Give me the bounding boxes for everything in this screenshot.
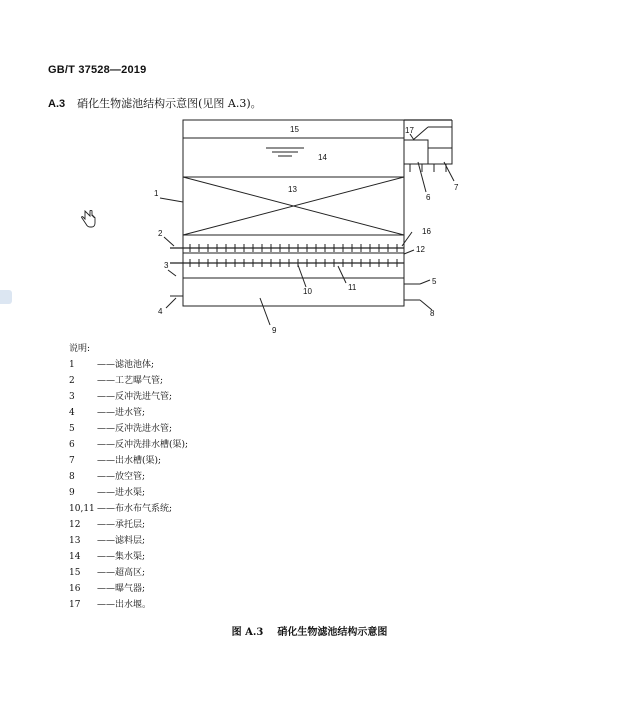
legend-title: 说明: <box>69 344 91 354</box>
legend-text: 集水渠; <box>115 552 146 562</box>
legend-text: 反冲洗排水槽(渠); <box>115 440 189 450</box>
legend-key: 2 <box>69 376 75 386</box>
legend-key: 12 <box>69 520 81 530</box>
legend-dash: —— <box>97 440 115 450</box>
legend-key: 13 <box>69 536 81 546</box>
callout-4: 4 <box>158 307 163 316</box>
caption-number: 图 A.3 <box>231 627 264 638</box>
outlet-weir <box>413 127 428 140</box>
legend-dash: —— <box>97 600 115 610</box>
callout-16: 16 <box>422 227 431 236</box>
callout-12: 12 <box>416 245 425 254</box>
legend-text: 反冲洗进水管; <box>115 424 173 434</box>
legend-dash: —— <box>97 488 115 498</box>
legend-text: 工艺曝气管; <box>115 376 164 386</box>
legend-text: 滤料层; <box>115 536 146 546</box>
legend-dash: —— <box>97 552 115 562</box>
hand-cursor-icon <box>80 210 96 228</box>
legend-dash: —— <box>97 392 115 402</box>
callout-17: 17 <box>405 126 414 135</box>
legend-text: 进水管; <box>115 408 146 418</box>
legend-dash: —— <box>97 584 115 594</box>
legend-text: 承托层; <box>115 520 146 530</box>
legend-text: 出水槽(渠); <box>115 456 162 466</box>
legend-dash: —— <box>97 520 115 530</box>
legend-key: 15 <box>69 568 81 578</box>
legend-dash: —— <box>97 568 115 578</box>
backwash-drain-trough <box>404 140 428 164</box>
callout-11: 11 <box>348 283 357 292</box>
legend-key: 1 <box>69 360 75 370</box>
legend-key: 16 <box>69 584 81 594</box>
callout-1: 1 <box>154 189 159 198</box>
legend-key: 8 <box>69 472 75 482</box>
legend-dash: —— <box>97 456 115 466</box>
callout-14: 14 <box>318 153 327 162</box>
legend-key: 9 <box>69 488 75 498</box>
legend-dash: —— <box>97 360 115 370</box>
callout-9: 9 <box>272 326 277 335</box>
legend-text: 进水渠; <box>115 488 146 498</box>
callout-2: 2 <box>158 229 163 238</box>
legend-text: 滤池池体; <box>115 360 155 370</box>
legend-dash: —— <box>97 376 115 386</box>
standard-number: GB/T 37528—2019 <box>48 64 147 76</box>
legend-dash: —— <box>97 472 115 482</box>
legend-key: 17 <box>69 600 81 610</box>
clause-text: 硝化生物滤池结构示意图(见图 A.3)。 <box>77 97 262 110</box>
legend-text: 超高区; <box>115 568 146 578</box>
legend-text: 反冲洗进气管; <box>115 392 173 402</box>
callout-8: 8 <box>430 309 435 318</box>
legend-dash: —— <box>97 408 115 418</box>
legend-text: 曝气器; <box>115 584 146 594</box>
caption-title: 硝化生物滤池结构示意图 <box>277 627 388 638</box>
legend-dash: —— <box>97 504 115 514</box>
legend-key: 7 <box>69 456 75 466</box>
outlet-channel <box>428 148 452 164</box>
legend-text: 布水布气系统; <box>115 504 173 514</box>
legend-key: 14 <box>69 552 81 562</box>
callout-13: 13 <box>288 185 297 194</box>
legend-text: 放空管; <box>115 472 146 482</box>
legend-key: 3 <box>69 392 75 402</box>
callout-3: 3 <box>164 261 169 270</box>
clause-number: A.3 <box>48 98 66 110</box>
callout-10: 10 <box>303 287 312 296</box>
callout-6: 6 <box>426 193 431 202</box>
legend-dash: —— <box>97 536 115 546</box>
legend-key: 4 <box>69 408 75 418</box>
legend-key: 5 <box>69 424 75 434</box>
callout-15: 15 <box>290 125 299 134</box>
legend-dash: —— <box>97 424 115 434</box>
legend-key: 10,11 <box>69 504 95 514</box>
figure-caption <box>0 623 619 638</box>
legend-key: 6 <box>69 440 75 450</box>
callout-5: 5 <box>432 277 437 286</box>
callout-7: 7 <box>454 183 459 192</box>
legend-text: 出水堰。 <box>115 600 152 610</box>
